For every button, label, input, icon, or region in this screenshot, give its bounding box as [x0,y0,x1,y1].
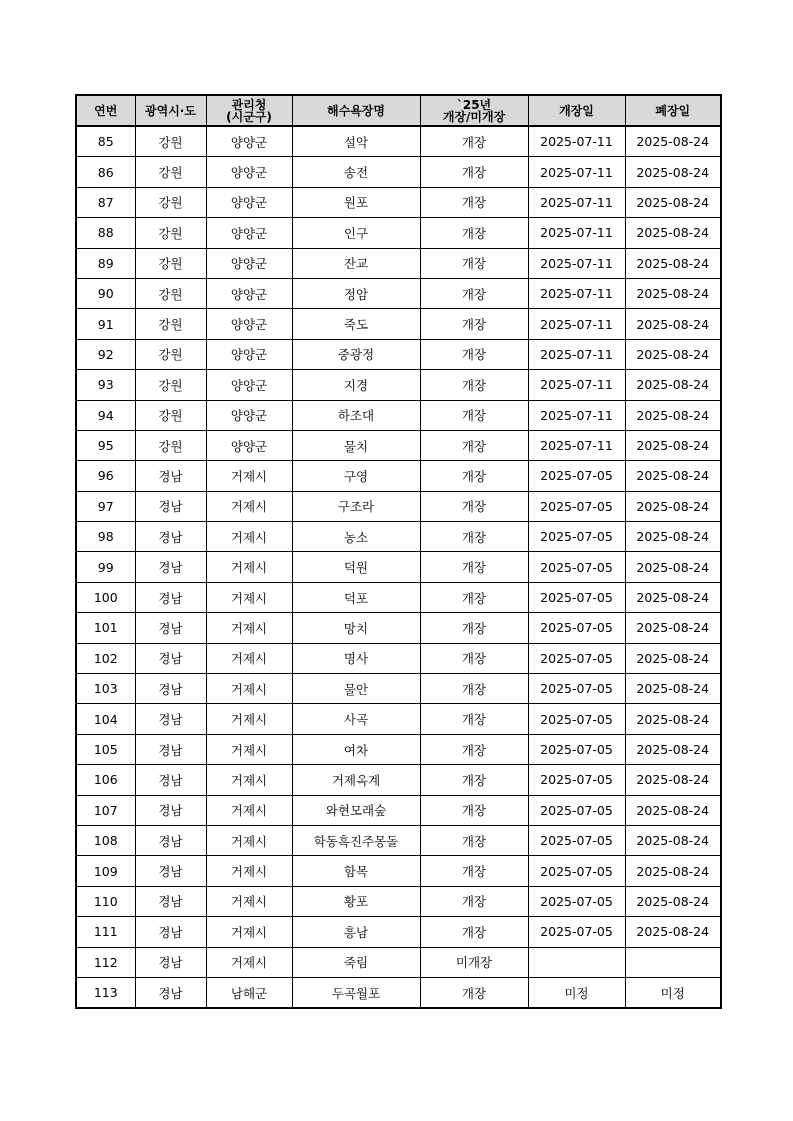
cell-no: 109 [76,856,135,886]
cell-province: 경남 [135,522,206,552]
cell-authority: 거제시 [206,552,292,582]
cell-authority: 양양군 [206,248,292,278]
cell-status: 미개장 [420,947,528,977]
cell-authority: 거제시 [206,734,292,764]
cell-authority: 양양군 [206,157,292,187]
cell-province: 경남 [135,825,206,855]
cell-status: 개장 [420,886,528,916]
cell-authority: 양양군 [206,430,292,460]
cell-open-date: 2025-07-11 [528,400,625,430]
cell-province: 경남 [135,917,206,947]
cell-status: 개장 [420,795,528,825]
cell-beach-name: 함목 [292,856,420,886]
cell-province: 강원 [135,339,206,369]
cell-province: 강원 [135,278,206,308]
table-row [76,370,721,400]
cell-close-date: 2025-08-24 [625,430,721,460]
cell-status: 개장 [420,522,528,552]
cell-close-date: 2025-08-24 [625,126,721,157]
cell-beach-name: 흥남 [292,917,420,947]
cell-status: 개장 [420,825,528,855]
table-row [76,977,721,1008]
table-header [76,95,721,126]
cell-status: 개장 [420,613,528,643]
cell-beach-name: 사곡 [292,704,420,734]
cell-beach-name: 중광정 [292,339,420,369]
cell-open-date: 2025-07-05 [528,461,625,491]
cell-authority: 거제시 [206,886,292,916]
cell-open-date: 2025-07-11 [528,248,625,278]
cell-close-date: 2025-08-24 [625,643,721,673]
cell-authority: 거제시 [206,825,292,855]
cell-authority: 거제시 [206,856,292,886]
cell-open-date: 미정 [528,977,625,1008]
table-row [76,339,721,369]
table-row [76,704,721,734]
cell-close-date: 2025-08-24 [625,704,721,734]
cell-close-date: 2025-08-24 [625,278,721,308]
cell-open-date: 2025-07-05 [528,643,625,673]
cell-open-date: 2025-07-11 [528,309,625,339]
cell-open-date: 2025-07-11 [528,187,625,217]
cell-no: 87 [76,187,135,217]
cell-authority: 거제시 [206,947,292,977]
cell-status: 개장 [420,674,528,704]
cell-no: 104 [76,704,135,734]
table-row [76,582,721,612]
table-row [76,886,721,916]
table-row [76,430,721,460]
table-row [76,491,721,521]
cell-open-date: 2025-07-05 [528,825,625,855]
cell-province: 강원 [135,248,206,278]
cell-close-date: 2025-08-24 [625,795,721,825]
cell-province: 경남 [135,734,206,764]
header-status-line1: `25년 [456,97,492,112]
cell-province: 경남 [135,947,206,977]
cell-no: 97 [76,491,135,521]
cell-no: 89 [76,248,135,278]
cell-close-date: 2025-08-24 [625,522,721,552]
cell-authority: 양양군 [206,187,292,217]
cell-close-date: 2025-08-24 [625,400,721,430]
cell-open-date: 2025-07-11 [528,430,625,460]
cell-province: 강원 [135,187,206,217]
cell-beach-name: 설악 [292,126,420,157]
header-row [76,95,721,126]
cell-province: 강원 [135,400,206,430]
table-row [76,218,721,248]
cell-status: 개장 [420,765,528,795]
cell-status: 개장 [420,126,528,157]
cell-close-date: 2025-08-24 [625,157,721,187]
header-close-date: 폐장일 [625,95,721,126]
cell-open-date [528,947,625,977]
cell-status: 개장 [420,582,528,612]
table-row [76,917,721,947]
cell-authority: 거제시 [206,765,292,795]
cell-open-date: 2025-07-05 [528,613,625,643]
cell-authority: 거제시 [206,674,292,704]
cell-close-date: 2025-08-24 [625,339,721,369]
cell-beach-name: 물안 [292,674,420,704]
cell-open-date: 2025-07-05 [528,795,625,825]
cell-status: 개장 [420,977,528,1008]
cell-close-date: 2025-08-24 [625,309,721,339]
cell-beach-name: 정암 [292,278,420,308]
cell-authority: 양양군 [206,278,292,308]
cell-open-date: 2025-07-05 [528,674,625,704]
cell-beach-name: 구영 [292,461,420,491]
cell-status: 개장 [420,461,528,491]
cell-beach-name: 학동흑진주몽돌 [292,825,420,855]
cell-province: 강원 [135,126,206,157]
header-authority-line1: 관리청 [231,97,267,112]
cell-province: 강원 [135,430,206,460]
cell-status: 개장 [420,248,528,278]
cell-beach-name: 덕포 [292,582,420,612]
cell-province: 강원 [135,218,206,248]
cell-status: 개장 [420,552,528,582]
table-row [76,461,721,491]
cell-province: 경남 [135,886,206,916]
cell-close-date: 2025-08-24 [625,491,721,521]
cell-authority: 거제시 [206,613,292,643]
cell-close-date: 미정 [625,977,721,1008]
cell-authority: 거제시 [206,522,292,552]
cell-beach-name: 여차 [292,734,420,764]
cell-authority: 거제시 [206,582,292,612]
cell-beach-name: 농소 [292,522,420,552]
cell-no: 110 [76,886,135,916]
table-row [76,643,721,673]
cell-province: 경남 [135,643,206,673]
cell-province: 강원 [135,309,206,339]
cell-beach-name: 두곡월포 [292,977,420,1008]
cell-authority: 거제시 [206,491,292,521]
cell-status: 개장 [420,917,528,947]
cell-open-date: 2025-07-11 [528,218,625,248]
cell-open-date: 2025-07-11 [528,126,625,157]
cell-province: 경남 [135,704,206,734]
cell-status: 개장 [420,430,528,460]
table-row [76,400,721,430]
cell-open-date: 2025-07-05 [528,522,625,552]
header-beach-name: 해수욕장명 [292,95,420,126]
table-row [76,126,721,157]
cell-no: 103 [76,674,135,704]
cell-close-date: 2025-08-24 [625,917,721,947]
cell-province: 경남 [135,461,206,491]
table-row [76,734,721,764]
cell-no: 90 [76,278,135,308]
cell-no: 85 [76,126,135,157]
cell-province: 강원 [135,157,206,187]
header-status [420,95,528,126]
cell-beach-name: 원포 [292,187,420,217]
table-row [76,552,721,582]
cell-close-date: 2025-08-24 [625,461,721,491]
table-row [76,795,721,825]
cell-beach-name: 거제옥계 [292,765,420,795]
cell-authority: 거제시 [206,704,292,734]
cell-no: 94 [76,400,135,430]
cell-authority: 남해군 [206,977,292,1008]
cell-status: 개장 [420,278,528,308]
cell-close-date: 2025-08-24 [625,187,721,217]
cell-beach-name: 죽림 [292,947,420,977]
cell-beach-name: 덕원 [292,552,420,582]
cell-beach-name: 하조대 [292,400,420,430]
cell-open-date: 2025-07-05 [528,552,625,582]
cell-status: 개장 [420,218,528,248]
cell-status: 개장 [420,643,528,673]
cell-no: 92 [76,339,135,369]
cell-authority: 양양군 [206,400,292,430]
cell-status: 개장 [420,704,528,734]
cell-close-date: 2025-08-24 [625,825,721,855]
cell-status: 개장 [420,157,528,187]
cell-no: 113 [76,977,135,1008]
cell-beach-name: 명사 [292,643,420,673]
table-row [76,613,721,643]
cell-open-date: 2025-07-05 [528,491,625,521]
cell-no: 88 [76,218,135,248]
cell-province: 경남 [135,491,206,521]
header-authority [206,95,292,126]
table-body [76,126,721,1008]
cell-beach-name: 잔교 [292,248,420,278]
header-authority-line2: (시군구) [226,109,272,124]
cell-no: 108 [76,825,135,855]
cell-status: 개장 [420,339,528,369]
cell-no: 111 [76,917,135,947]
cell-close-date: 2025-08-24 [625,582,721,612]
cell-authority: 양양군 [206,218,292,248]
cell-no: 100 [76,582,135,612]
cell-status: 개장 [420,734,528,764]
cell-no: 112 [76,947,135,977]
cell-beach-name: 송전 [292,157,420,187]
cell-authority: 양양군 [206,339,292,369]
cell-no: 105 [76,734,135,764]
cell-no: 99 [76,552,135,582]
cell-no: 86 [76,157,135,187]
cell-close-date: 2025-08-24 [625,674,721,704]
cell-close-date [625,947,721,977]
cell-authority: 거제시 [206,917,292,947]
cell-open-date: 2025-07-11 [528,370,625,400]
cell-beach-name: 황포 [292,886,420,916]
cell-beach-name: 망치 [292,613,420,643]
table-row [76,765,721,795]
cell-open-date: 2025-07-05 [528,765,625,795]
table-row [76,522,721,552]
header-no: 연번 [76,95,135,126]
cell-beach-name: 죽도 [292,309,420,339]
cell-status: 개장 [420,856,528,886]
cell-close-date: 2025-08-24 [625,248,721,278]
table-row [76,947,721,977]
cell-close-date: 2025-08-24 [625,613,721,643]
cell-province: 경남 [135,613,206,643]
cell-no: 91 [76,309,135,339]
cell-no: 96 [76,461,135,491]
cell-no: 95 [76,430,135,460]
cell-no: 106 [76,765,135,795]
cell-status: 개장 [420,370,528,400]
cell-close-date: 2025-08-24 [625,886,721,916]
header-status-line2: 개장/미개장 [442,109,506,124]
header-province: 광역시·도 [135,95,206,126]
cell-beach-name: 지경 [292,370,420,400]
beach-table [75,94,722,1009]
table-row [76,825,721,855]
cell-no: 98 [76,522,135,552]
table-row [76,674,721,704]
cell-close-date: 2025-08-24 [625,734,721,764]
cell-authority: 양양군 [206,126,292,157]
cell-open-date: 2025-07-11 [528,278,625,308]
cell-close-date: 2025-08-24 [625,552,721,582]
cell-province: 경남 [135,795,206,825]
cell-beach-name: 인구 [292,218,420,248]
cell-close-date: 2025-08-24 [625,765,721,795]
cell-province: 경남 [135,582,206,612]
cell-open-date: 2025-07-11 [528,339,625,369]
cell-province: 경남 [135,552,206,582]
cell-province: 경남 [135,674,206,704]
cell-open-date: 2025-07-05 [528,582,625,612]
table-row [76,856,721,886]
cell-province: 경남 [135,977,206,1008]
cell-status: 개장 [420,400,528,430]
table-row [76,278,721,308]
cell-status: 개장 [420,309,528,339]
header-open-date: 개장일 [528,95,625,126]
cell-no: 101 [76,613,135,643]
cell-open-date: 2025-07-05 [528,734,625,764]
cell-close-date: 2025-08-24 [625,370,721,400]
cell-authority: 거제시 [206,795,292,825]
cell-open-date: 2025-07-05 [528,917,625,947]
cell-beach-name: 구조라 [292,491,420,521]
cell-beach-name: 와현모래숲 [292,795,420,825]
cell-status: 개장 [420,491,528,521]
cell-province: 강원 [135,370,206,400]
cell-province: 경남 [135,856,206,886]
cell-open-date: 2025-07-05 [528,856,625,886]
cell-status: 개장 [420,187,528,217]
table-row [76,187,721,217]
cell-no: 93 [76,370,135,400]
cell-authority: 거제시 [206,643,292,673]
cell-authority: 양양군 [206,370,292,400]
cell-no: 107 [76,795,135,825]
cell-no: 102 [76,643,135,673]
cell-close-date: 2025-08-24 [625,218,721,248]
cell-beach-name: 물치 [292,430,420,460]
cell-open-date: 2025-07-05 [528,886,625,916]
cell-close-date: 2025-08-24 [625,856,721,886]
cell-open-date: 2025-07-05 [528,704,625,734]
cell-province: 경남 [135,765,206,795]
cell-open-date: 2025-07-11 [528,157,625,187]
table-row [76,309,721,339]
cell-authority: 양양군 [206,309,292,339]
table-row [76,248,721,278]
cell-authority: 거제시 [206,461,292,491]
table-row [76,157,721,187]
